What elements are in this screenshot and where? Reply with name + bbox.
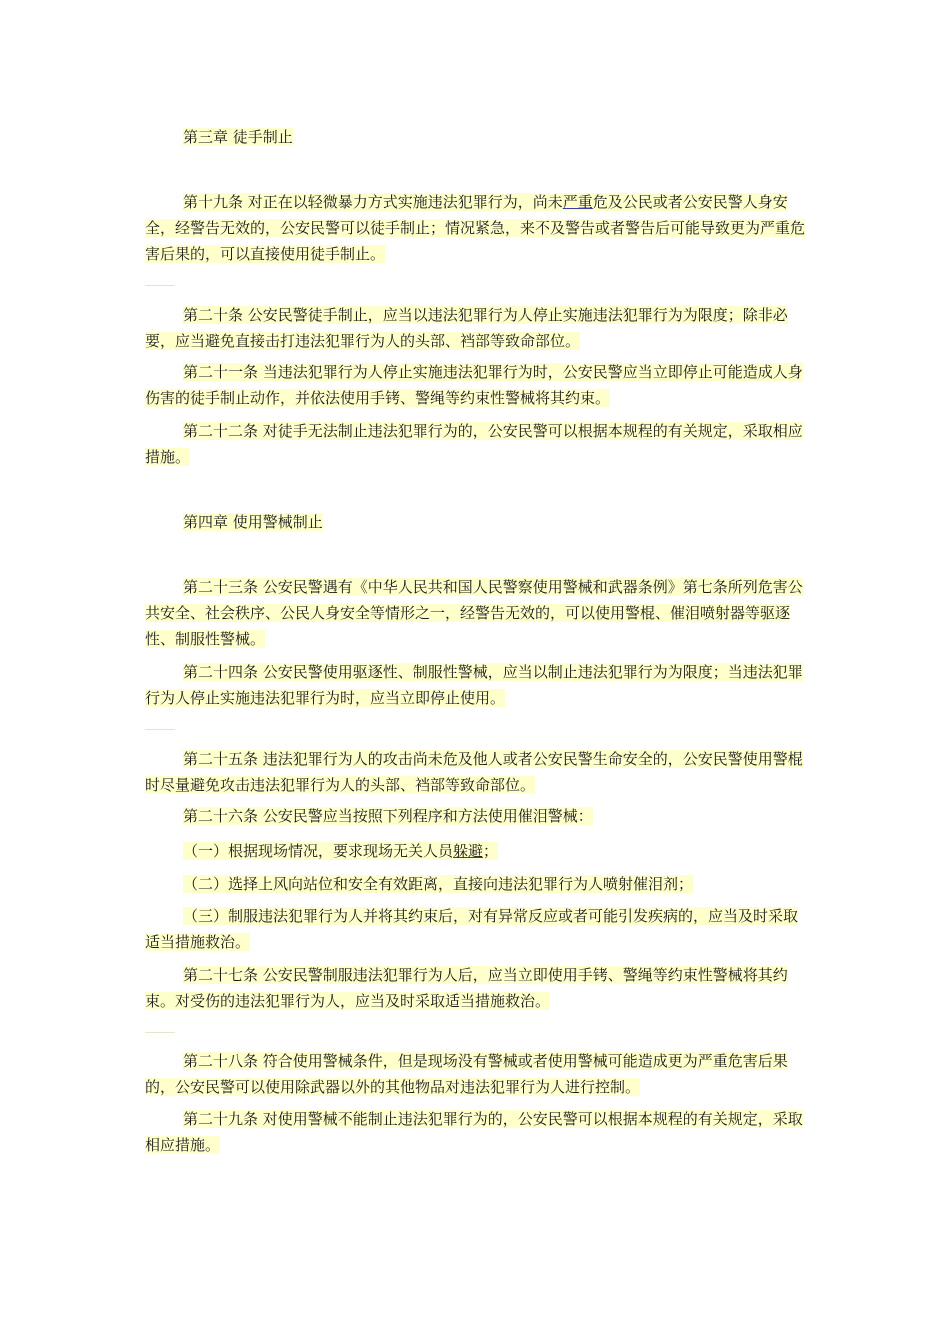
article-26-item-1 bbox=[145, 838, 807, 864]
item-1-text-start: （一）根据现场情况，要求现场无关人员 bbox=[183, 842, 454, 860]
separator bbox=[145, 285, 175, 286]
article-21: 第二十一条 当违法犯罪行为人停止实施违法犯罪行为时，公安民警应当立即停止可能造成人身伤害的徒手制止动作，并依法使用手铐、警绳等约束性警械将其约束。 bbox=[145, 363, 803, 407]
chapter-3-heading: 第三章 徒手制止 bbox=[183, 128, 293, 146]
article-25: 第二十五条 违法犯罪行为人的攻击尚未危及他人或者公安民警生命安全的，公安民警使用警棍时尽量避免攻击违法犯罪行为人的头部、裆部等致命部位。 bbox=[145, 750, 803, 794]
article-20: 第二十条 公安民警徒手制止，应当以违法犯罪行为人停止实施违法犯罪行为为限度；除非必要，应当避免直接击打违法犯罪行为人的头部、裆部等致命部位。 bbox=[145, 306, 788, 350]
item-1-link[interactable]: 躲避 bbox=[453, 842, 484, 860]
article-19-link[interactable]: 严重 bbox=[562, 193, 593, 211]
article-19 bbox=[145, 189, 807, 267]
article-27: 第二十七条 公安民警制服违法犯罪行为人后，应当立即使用手铐、警绳等约束性警械将其约束。对受伤的违法犯罪行为人，应当及时采取适当措施救治。 bbox=[145, 966, 788, 1010]
article-24: 第二十四条 公安民警使用驱逐性、制服性警械，应当以制止违法犯罪行为为限度；当违法犯罪行为人停止实施违法犯罪行为时，应当立即停止使用。 bbox=[145, 663, 803, 707]
article-22: 第二十二条 对徒手无法制止违法犯罪行为的，公安民警可以根据本规程的有关规定，采取相应措施。 bbox=[145, 422, 803, 466]
article-19-text-end: 危及公民或者公安民警人身安全，经警告无效的，公安民警可以徒手制止；情况紧急，来不及警告或者警告后可能导致更为严重危害后果的，可以直接使用徒手制止。 bbox=[145, 193, 806, 263]
chapter-4-heading: 第四章 使用警械制止 bbox=[183, 513, 323, 531]
separator bbox=[145, 1032, 175, 1033]
article-26: 第二十六条 公安民警应当按照下列程序和方法使用催泪警械： bbox=[183, 807, 593, 825]
item-1-text-end: ； bbox=[483, 842, 499, 860]
article-28: 第二十八条 符合使用警械条件，但是现场没有警械或者使用警械可能造成更为严重危害后果的，公安民警可以使用除武器以外的其他物品对违法犯罪行为人进行控制。 bbox=[145, 1052, 788, 1096]
separator bbox=[145, 729, 175, 730]
article-23: 第二十三条 公安民警遇有《中华人民共和国人民警察使用警械和武器条例》第七条所列危害公共安全、社会秩序、公民人身安全等情形之一，经警告无效的，可以使用警棍、催泪喷射器等驱逐性、制服性警械。 bbox=[145, 578, 803, 648]
article-19-text-start: 第十九条 对正在以轻微暴力方式实施违法犯罪行为，尚未 bbox=[183, 193, 563, 211]
article-26-item-3: （三）制服违法犯罪行为人并将其约束后，对有异常反应或者可能引发疾病的，应当及时采取适当措施救治。 bbox=[145, 907, 799, 951]
article-26-item-2: （二）选择上风向站位和安全有效距离，直接向违法犯罪行为人喷射催泪剂； bbox=[183, 875, 694, 893]
article-29: 第二十九条 对使用警械不能制止违法犯罪行为的，公安民警可以根据本规程的有关规定，采取相应措施。 bbox=[145, 1110, 803, 1154]
